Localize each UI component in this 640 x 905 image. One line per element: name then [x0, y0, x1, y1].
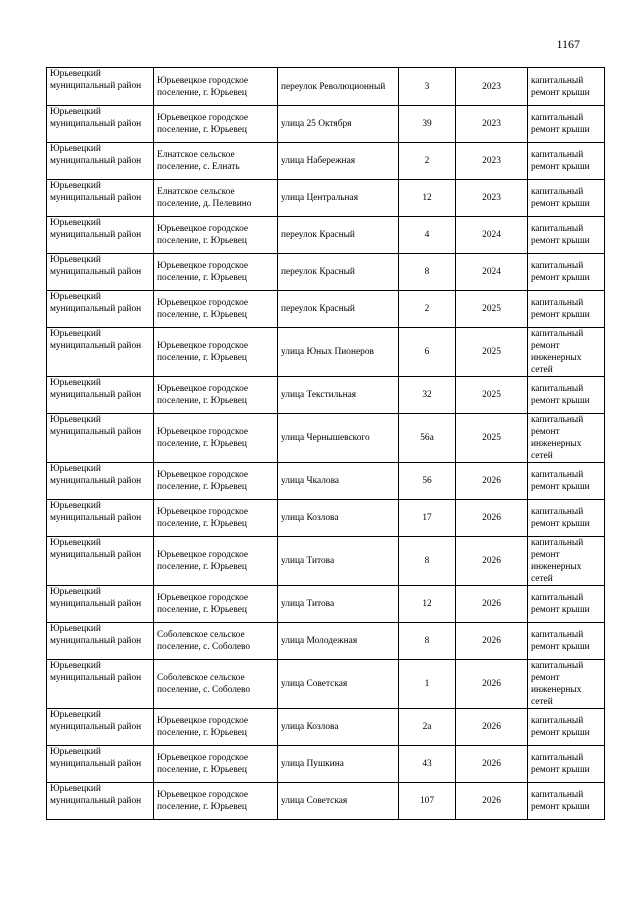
- street-cell: улица Чернышевского: [278, 414, 399, 463]
- street-cell: улица Советская: [278, 660, 399, 709]
- house-number-cell: 107: [399, 783, 456, 820]
- house-number-cell: 2: [399, 291, 456, 328]
- district-cell: Юрьевецкий муниципальный район: [47, 783, 154, 820]
- table-row: [47, 783, 605, 820]
- table-row: [47, 414, 605, 463]
- street-cell: улица Пушкина: [278, 746, 399, 783]
- year-cell: 2026: [456, 783, 528, 820]
- table-row: [47, 106, 605, 143]
- house-number-cell: 39: [399, 106, 456, 143]
- year-cell: 2026: [456, 660, 528, 709]
- year-cell: 2025: [456, 377, 528, 414]
- district-cell: Юрьевецкий муниципальный район: [47, 377, 154, 414]
- street-cell: улица Центральная: [278, 180, 399, 217]
- repair-registry-table: [46, 67, 605, 820]
- work-type-cell: капитальный ремонт крыши: [528, 217, 605, 254]
- settlement-cell: Юрьевецкое городское поселение, г. Юрьевец: [154, 500, 278, 537]
- district-cell: Юрьевецкий муниципальный район: [47, 414, 154, 463]
- registry-table-body: [47, 68, 605, 820]
- district-cell: Юрьевецкий муниципальный район: [47, 217, 154, 254]
- settlement-cell: Юрьевецкое городское поселение, г. Юрьевец: [154, 586, 278, 623]
- settlement-cell: Юрьевецкое городское поселение, г. Юрьевец: [154, 537, 278, 586]
- district-cell: Юрьевецкий муниципальный район: [47, 746, 154, 783]
- table-row: [47, 291, 605, 328]
- district-cell: Юрьевецкий муниципальный район: [47, 180, 154, 217]
- year-cell: 2025: [456, 328, 528, 377]
- work-type-cell: капитальный ремонт крыши: [528, 106, 605, 143]
- house-number-cell: 32: [399, 377, 456, 414]
- year-cell: 2025: [456, 414, 528, 463]
- street-cell: улица Набережная: [278, 143, 399, 180]
- work-type-cell: капитальный ремонт крыши: [528, 254, 605, 291]
- table-row: [47, 180, 605, 217]
- house-number-cell: 2: [399, 143, 456, 180]
- street-cell: переулок Революционный: [278, 68, 399, 106]
- work-type-cell: капитальный ремонт крыши: [528, 586, 605, 623]
- year-cell: 2026: [456, 537, 528, 586]
- settlement-cell: Юрьевецкое городское поселение, г. Юрьевец: [154, 377, 278, 414]
- table-row: [47, 537, 605, 586]
- street-cell: улица Юных Пионеров: [278, 328, 399, 377]
- house-number-cell: 2а: [399, 709, 456, 746]
- work-type-cell: капитальный ремонт крыши: [528, 68, 605, 106]
- settlement-cell: Юрьевецкое городское поселение, г. Юрьевец: [154, 254, 278, 291]
- table-row: [47, 709, 605, 746]
- table-row: [47, 143, 605, 180]
- settlement-cell: Юрьевецкое городское поселение, г. Юрьевец: [154, 217, 278, 254]
- settlement-cell: Юрьевецкое городское поселение, г. Юрьевец: [154, 291, 278, 328]
- street-cell: улица Козлова: [278, 709, 399, 746]
- year-cell: 2026: [456, 623, 528, 660]
- house-number-cell: 8: [399, 254, 456, 291]
- street-cell: переулок Красный: [278, 217, 399, 254]
- house-number-cell: 43: [399, 746, 456, 783]
- house-number-cell: 1: [399, 660, 456, 709]
- work-type-cell: капитальный ремонт инженерных сетей: [528, 537, 605, 586]
- table-row: [47, 68, 605, 106]
- work-type-cell: капитальный ремонт крыши: [528, 291, 605, 328]
- settlement-cell: Соболевское сельское поселение, с. Соболево: [154, 660, 278, 709]
- table-row: [47, 586, 605, 623]
- house-number-cell: 8: [399, 537, 456, 586]
- work-type-cell: капитальный ремонт крыши: [528, 463, 605, 500]
- year-cell: 2023: [456, 180, 528, 217]
- settlement-cell: Юрьевецкое городское поселение, г. Юрьевец: [154, 746, 278, 783]
- year-cell: 2026: [456, 463, 528, 500]
- street-cell: улица Титова: [278, 537, 399, 586]
- district-cell: Юрьевецкий муниципальный район: [47, 537, 154, 586]
- district-cell: Юрьевецкий муниципальный район: [47, 106, 154, 143]
- table-row: [47, 377, 605, 414]
- work-type-cell: капитальный ремонт крыши: [528, 623, 605, 660]
- street-cell: улица Козлова: [278, 500, 399, 537]
- district-cell: Юрьевецкий муниципальный район: [47, 623, 154, 660]
- year-cell: 2026: [456, 500, 528, 537]
- year-cell: 2023: [456, 106, 528, 143]
- settlement-cell: Юрьевецкое городское поселение, г. Юрьевец: [154, 414, 278, 463]
- settlement-cell: Елнатское сельское поселение, с. Елнать: [154, 143, 278, 180]
- table-row: [47, 217, 605, 254]
- street-cell: улица Чкалова: [278, 463, 399, 500]
- district-cell: Юрьевецкий муниципальный район: [47, 291, 154, 328]
- district-cell: Юрьевецкий муниципальный район: [47, 328, 154, 377]
- district-cell: Юрьевецкий муниципальный район: [47, 660, 154, 709]
- work-type-cell: капитальный ремонт крыши: [528, 500, 605, 537]
- house-number-cell: 12: [399, 586, 456, 623]
- settlement-cell: Юрьевецкое городское поселение, г. Юрьевец: [154, 68, 278, 106]
- table-row: [47, 623, 605, 660]
- work-type-cell: капитальный ремонт крыши: [528, 143, 605, 180]
- district-cell: Юрьевецкий муниципальный район: [47, 709, 154, 746]
- district-cell: Юрьевецкий муниципальный район: [47, 68, 154, 106]
- house-number-cell: 17: [399, 500, 456, 537]
- settlement-cell: Соболевское сельское поселение, с. Соболево: [154, 623, 278, 660]
- year-cell: 2024: [456, 254, 528, 291]
- table-row: [47, 254, 605, 291]
- settlement-cell: Юрьевецкое городское поселение, г. Юрьевец: [154, 328, 278, 377]
- work-type-cell: капитальный ремонт инженерных сетей: [528, 660, 605, 709]
- table-row: [47, 328, 605, 377]
- street-cell: улица 25 Октября: [278, 106, 399, 143]
- district-cell: Юрьевецкий муниципальный район: [47, 143, 154, 180]
- house-number-cell: 3: [399, 68, 456, 106]
- house-number-cell: 8: [399, 623, 456, 660]
- district-cell: Юрьевецкий муниципальный район: [47, 463, 154, 500]
- house-number-cell: 6: [399, 328, 456, 377]
- year-cell: 2026: [456, 586, 528, 623]
- year-cell: 2023: [456, 68, 528, 106]
- table-row: [47, 746, 605, 783]
- year-cell: 2024: [456, 217, 528, 254]
- district-cell: Юрьевецкий муниципальный район: [47, 500, 154, 537]
- settlement-cell: Елнатское сельское поселение, д. Пелевино: [154, 180, 278, 217]
- year-cell: 2026: [456, 746, 528, 783]
- district-cell: Юрьевецкий муниципальный район: [47, 254, 154, 291]
- work-type-cell: капитальный ремонт крыши: [528, 180, 605, 217]
- page-number: 1167: [556, 37, 580, 51]
- settlement-cell: Юрьевецкое городское поселение, г. Юрьевец: [154, 106, 278, 143]
- street-cell: улица Текстильная: [278, 377, 399, 414]
- work-type-cell: капитальный ремонт инженерных сетей: [528, 414, 605, 463]
- house-number-cell: 4: [399, 217, 456, 254]
- street-cell: улица Титова: [278, 586, 399, 623]
- house-number-cell: 56а: [399, 414, 456, 463]
- settlement-cell: Юрьевецкое городское поселение, г. Юрьевец: [154, 783, 278, 820]
- street-cell: переулок Красный: [278, 254, 399, 291]
- work-type-cell: капитальный ремонт крыши: [528, 377, 605, 414]
- work-type-cell: капитальный ремонт крыши: [528, 709, 605, 746]
- work-type-cell: капитальный ремонт крыши: [528, 746, 605, 783]
- year-cell: 2026: [456, 709, 528, 746]
- street-cell: улица Советская: [278, 783, 399, 820]
- settlement-cell: Юрьевецкое городское поселение, г. Юрьевец: [154, 463, 278, 500]
- settlement-cell: Юрьевецкое городское поселение, г. Юрьевец: [154, 709, 278, 746]
- table-row: [47, 500, 605, 537]
- year-cell: 2023: [456, 143, 528, 180]
- street-cell: улица Молодежная: [278, 623, 399, 660]
- table-row: [47, 660, 605, 709]
- street-cell: переулок Красный: [278, 291, 399, 328]
- district-cell: Юрьевецкий муниципальный район: [47, 586, 154, 623]
- work-type-cell: капитальный ремонт крыши: [528, 783, 605, 820]
- year-cell: 2025: [456, 291, 528, 328]
- work-type-cell: капитальный ремонт инженерных сетей: [528, 328, 605, 377]
- house-number-cell: 12: [399, 180, 456, 217]
- house-number-cell: 56: [399, 463, 456, 500]
- table-row: [47, 463, 605, 500]
